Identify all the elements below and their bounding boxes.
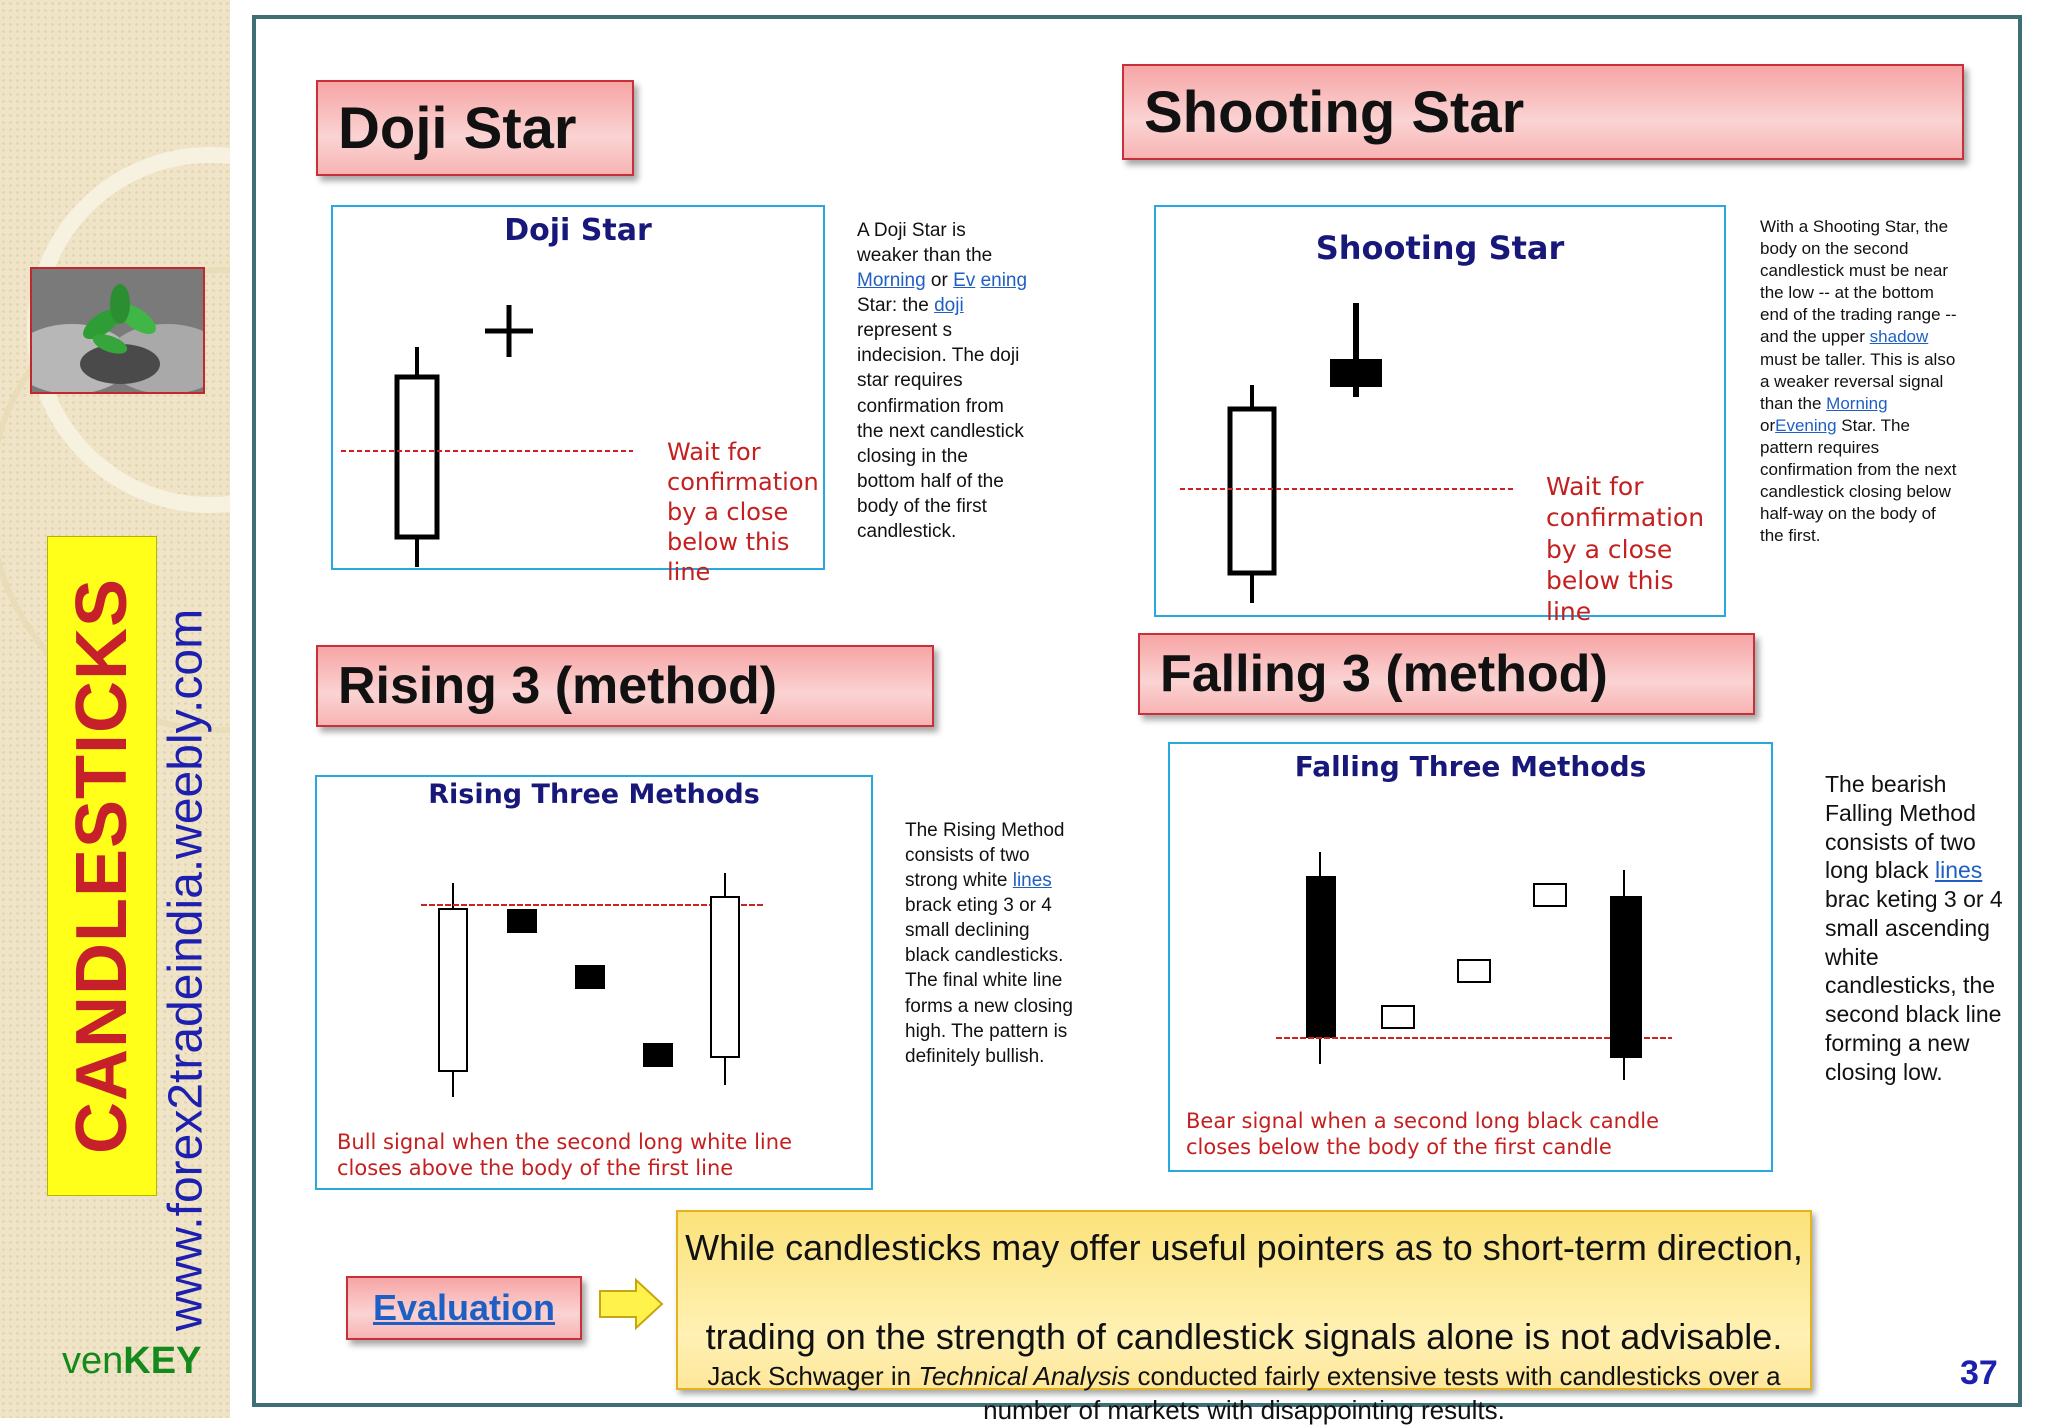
rising-small-candle-2 bbox=[575, 965, 605, 989]
note-line: Bull signal when the second long white line bbox=[337, 1130, 792, 1154]
note-line: by a close bbox=[1546, 534, 1673, 564]
morning-link[interactable]: Morning bbox=[1826, 393, 1888, 413]
desc-text: A Doji Star is weaker than the bbox=[857, 220, 993, 267]
evaluation-line-1: While candlesticks may offer useful pointers as to short-term direction, bbox=[685, 1227, 1803, 1268]
note-line: confirmation bbox=[1546, 503, 1705, 533]
note-line: below this line bbox=[1546, 565, 1674, 626]
desc-text: brack eting 3 or 4 small declining black candlesticks. The final white line forms a new closing high. The pattern is definitely bullish. bbox=[905, 895, 1073, 1067]
doji-white-candle bbox=[397, 377, 437, 537]
shooting-description bbox=[1760, 216, 1960, 547]
shooting-star-body bbox=[1330, 359, 1382, 387]
evaluation-label[interactable]: Evaluation bbox=[372, 1287, 556, 1328]
line3-prefix: Jack Schwager in bbox=[707, 1361, 919, 1391]
lines-link[interactable]: lines bbox=[1934, 857, 1983, 884]
evening-link[interactable]: Ev bbox=[953, 270, 976, 292]
rising-chart bbox=[317, 777, 871, 1188]
logo-prefix: ven bbox=[62, 1340, 124, 1382]
shooting-star-diagram bbox=[1154, 205, 1726, 626]
desc-text: Star: the bbox=[857, 295, 935, 317]
doji-description bbox=[857, 218, 1029, 544]
rising-last-candle bbox=[711, 897, 739, 1057]
page-number: 37 bbox=[1960, 1354, 1998, 1392]
doji-link[interactable]: doji bbox=[934, 295, 964, 317]
evaluation-line-2: trading on the strength of candlestick signals alone is not advisable. bbox=[705, 1316, 1783, 1357]
desc-text: represent s indecision. The doji star requires confirmation from the next candlestick closing in the bottom half of the body of the first candlestick. bbox=[857, 320, 1024, 542]
rising-small-candle-3 bbox=[643, 1043, 673, 1067]
shooting-star-heading: Shooting Star bbox=[1122, 64, 1964, 160]
desc-text: must be taller. This is also a weaker reversal signal than the bbox=[1760, 349, 1956, 413]
falling-diagram-title: Falling Three Methods bbox=[1294, 750, 1647, 783]
evaluation-button[interactable] bbox=[346, 1276, 582, 1340]
doji-note bbox=[667, 437, 823, 587]
falling-three-diagram bbox=[1168, 742, 1773, 1172]
logo-suffix: KEY bbox=[123, 1340, 202, 1382]
falling-small-candle-1 bbox=[1382, 1006, 1414, 1028]
website-url[interactable]: www.forex2tradeindia.weebly.com bbox=[159, 608, 213, 1332]
doji-star-diagram bbox=[331, 205, 825, 586]
line3-suffix: conducted fairly extensive tests with candlesticks over a number of markets with disappointing results. bbox=[983, 1361, 1781, 1425]
desc-text: brac keting 3 or 4 small ascending white candlesticks, the second black line forming a new closing low. bbox=[1825, 886, 2003, 1085]
desc-text: Star. The pattern requires confirmation from the next candlestick closing below half-way on the body of the first. bbox=[1760, 415, 1957, 546]
falling-first-candle bbox=[1306, 876, 1336, 1038]
evaluation-line-3 bbox=[678, 1360, 1810, 1428]
rising-three-diagram bbox=[315, 775, 873, 1190]
desc-text: or bbox=[1760, 415, 1776, 435]
rising-small-candle-1 bbox=[507, 909, 537, 933]
rising-first-candle bbox=[439, 909, 467, 1071]
arrow-right-icon bbox=[598, 1278, 666, 1330]
desc-text: The Rising Method consists of two strong white bbox=[905, 820, 1065, 892]
falling-chart bbox=[1170, 744, 1771, 1170]
doji-diagram-title: Doji Star bbox=[504, 213, 652, 248]
note-line: Wait for bbox=[667, 438, 761, 466]
note-line: Wait for bbox=[1546, 472, 1644, 501]
doji-star-heading: Doji Star bbox=[316, 80, 634, 176]
desc-text: The bearish Falling Method consists of two long black bbox=[1825, 771, 1976, 884]
sidebar bbox=[0, 0, 230, 1418]
plant-in-hands-image bbox=[30, 267, 205, 394]
rising-diagram-title: Rising Three Methods bbox=[428, 779, 760, 810]
note-line: closes above the body of the first line bbox=[337, 1156, 734, 1181]
shooting-white-candle bbox=[1230, 409, 1274, 573]
line3-italic: Technical Analysis bbox=[918, 1361, 1131, 1391]
shadow-link[interactable]: shadow bbox=[1869, 327, 1929, 347]
rising-note bbox=[337, 1129, 792, 1182]
evaluation-callout bbox=[676, 1210, 1812, 1425]
falling-small-candle-2 bbox=[1458, 960, 1490, 982]
lines-link[interactable]: lines bbox=[1012, 870, 1052, 892]
rising-three-heading: Rising 3 (method) bbox=[316, 645, 934, 727]
morning-link[interactable]: Morning bbox=[857, 270, 926, 292]
evening-link[interactable]: Evening bbox=[1775, 415, 1837, 435]
falling-small-candle-3 bbox=[1534, 884, 1566, 906]
rising-description bbox=[905, 818, 1075, 1069]
falling-note bbox=[1186, 1108, 1659, 1161]
shooting-note bbox=[1546, 471, 1724, 627]
falling-description bbox=[1825, 770, 2011, 1086]
desc-text: With a Shooting Star, the body on the second candlestick must be near the low -- at the bottom end of the trading range -- and the upper bbox=[1760, 217, 1957, 347]
evening-link-cont[interactable]: ening bbox=[980, 270, 1028, 292]
shooting-diagram-title: Shooting Star bbox=[1315, 229, 1565, 267]
note-line: by a close bbox=[667, 498, 789, 526]
note-line: confirmation bbox=[667, 468, 819, 496]
note-line: Bear signal when a second long black candle bbox=[1186, 1109, 1660, 1133]
note-line: below this line bbox=[667, 528, 790, 586]
falling-last-candle bbox=[1610, 896, 1642, 1058]
brand-logo bbox=[62, 1340, 201, 1383]
falling-three-heading: Falling 3 (method) bbox=[1138, 633, 1755, 715]
note-line: closes below the body of the first candle bbox=[1186, 1135, 1612, 1160]
desc-text: or bbox=[925, 270, 954, 292]
vertical-title: CANDLESTICKS bbox=[62, 577, 142, 1155]
plant-illustration bbox=[32, 269, 203, 392]
